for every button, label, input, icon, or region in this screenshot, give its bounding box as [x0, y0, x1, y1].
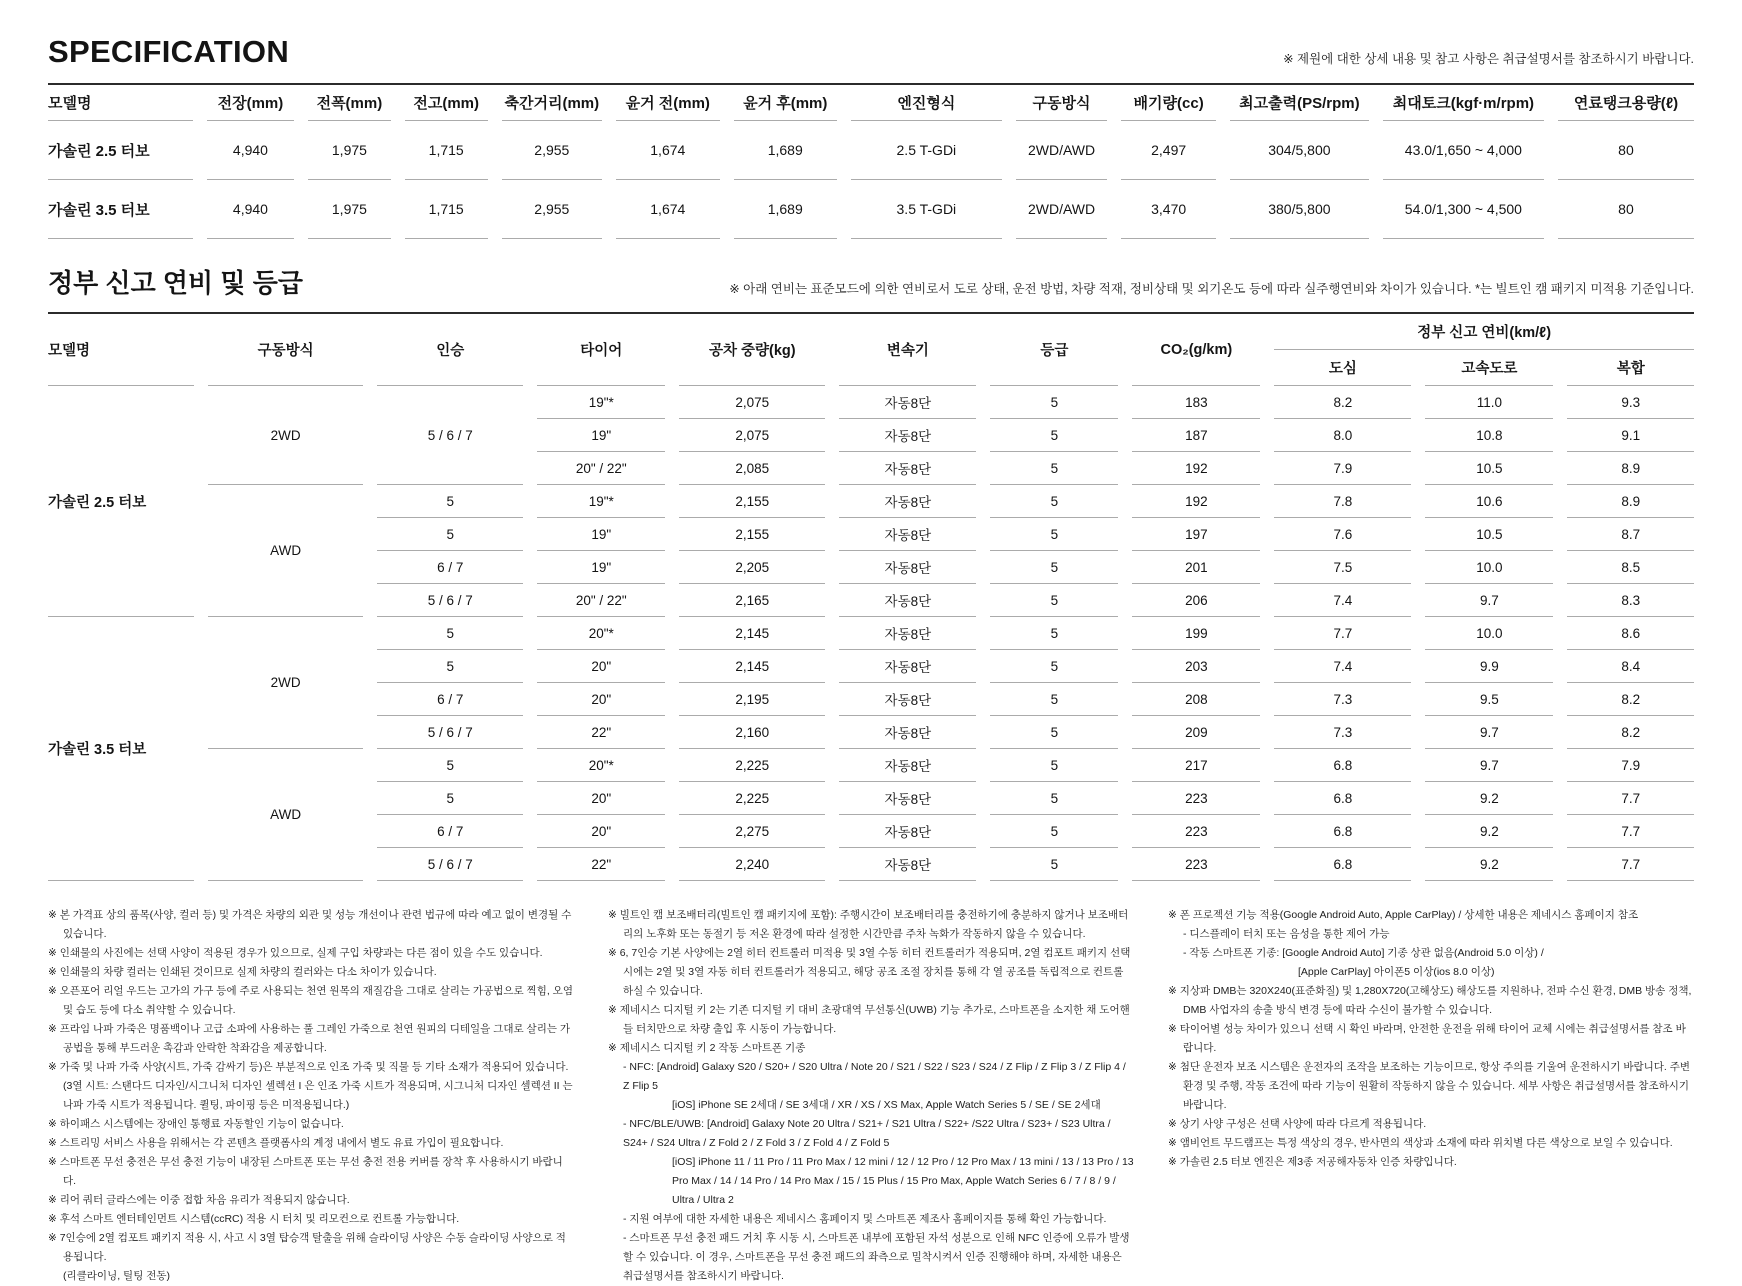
fuel-value: 6.8 — [1274, 749, 1411, 782]
fuel-value: 5 — [990, 584, 1118, 617]
fuel-section-title: 정부 신고 연비 및 등급 — [48, 268, 303, 298]
column-header: 최고출력(PS/rpm) — [1230, 85, 1369, 121]
column-header: 연료탱크용량(ℓ) — [1558, 85, 1694, 121]
fuel-value: 자동8단 — [839, 518, 976, 551]
fuel-value: 192 — [1132, 485, 1260, 518]
seating-capacity: 5 — [377, 782, 523, 815]
fuel-value: 자동8단 — [839, 584, 976, 617]
drive-type: 2WD — [208, 617, 363, 749]
spec-value: 1,975 — [308, 121, 391, 180]
fuel-value: 10.6 — [1425, 485, 1553, 518]
fuel-value: 8.9 — [1567, 485, 1694, 518]
footnote-line: [Apple CarPlay] 아이폰5 이상(ios 8.0 이상) — [1298, 966, 1495, 978]
fuel-value: 197 — [1132, 518, 1260, 551]
seating-capacity: 5 / 6 / 7 — [377, 716, 523, 749]
fuel-value: 20" — [537, 815, 665, 848]
fuel-value: 5 — [990, 782, 1118, 815]
footnote-line: ※ 제네시스 디지털 키 2 작동 스마트폰 기종 — [608, 1042, 806, 1054]
column-header: 구동방식 — [208, 314, 363, 386]
footnote-line: [iOS] iPhone SE 2세대 / SE 3세대 / XR / XS / XS Max, Apple Watch Series 5 / SE / SE 2세대 — [672, 1099, 1101, 1111]
footnote-column-3 — [1168, 906, 1694, 1286]
fuel-value: 6.8 — [1274, 815, 1411, 848]
fuel-value: 8.2 — [1567, 716, 1694, 749]
model-name: 가솔린 3.5 터보 — [48, 180, 193, 239]
drive-type: AWD — [208, 749, 363, 881]
footnote-line: ※ 제네시스 디지털 키 2는 기존 디지털 키 대비 초광대역 무선통신(UWB) 기능 추가로, 스마트폰을 소지한 채 도어핸들 터치만으로 차량 출입 후 시동이 가능합니다. — [608, 1004, 1130, 1035]
footnote-column-2 — [608, 906, 1134, 1286]
fuel-value: 자동8단 — [839, 782, 976, 815]
column-subheader: 고속도로 — [1425, 350, 1553, 386]
fuel-value: 9.2 — [1425, 782, 1553, 815]
fuel-value: 자동8단 — [839, 485, 976, 518]
footnote-line: - NFC: [Android] Galaxy S20 / S20+ / S20 Ultra / Note 20 / S21 / S22 / S23 / S24 / Z Flip / Z Flip 3 / Z Flip 4 / Z Flip 5 — [623, 1061, 1126, 1092]
column-header: 배기량(cc) — [1121, 85, 1216, 121]
column-header: 전폭(mm) — [308, 85, 391, 121]
fuel-value: 9.7 — [1425, 749, 1553, 782]
fuel-value: 19" — [537, 551, 665, 584]
footnote-line: - 지원 여부에 대한 자세한 내용은 제네시스 홈페이지 및 스마트폰 제조사 홈페이지를 통해 확인 가능합니다. — [623, 1213, 1107, 1225]
footnote-line: ※ 본 가격표 상의 품목(사양, 컬러 등) 및 가격은 차량의 외관 및 성능 개선이나 관련 법규에 따라 예고 없이 변경될 수 있습니다. — [48, 909, 572, 940]
fuel-value: 10.5 — [1425, 518, 1553, 551]
spec-value: 1,715 — [405, 180, 488, 239]
fuel-value: 208 — [1132, 683, 1260, 716]
seating-capacity: 5 — [377, 650, 523, 683]
footnote-line: (리클라이닝, 틸팅 전동) — [63, 1270, 171, 1282]
spec-value: 2,497 — [1121, 121, 1216, 180]
footnote-line: ※ 빌트인 캠 보조배터리(빌트인 캠 패키지에 포함): 주행시간이 보조배터리를 충전하기에 충분하지 않거나 보조배터리의 노후화 또는 동절기 등 저온 환경에 따라 설정한 시간만큼 주차 녹화가 작동하지 않을 수 있습니다. — [608, 909, 1129, 940]
spec-value: 3,470 — [1121, 180, 1216, 239]
fuel-value: 7.9 — [1567, 749, 1694, 782]
spec-value: 2WD/AWD — [1016, 180, 1108, 239]
fuel-value: 5 — [990, 518, 1118, 551]
fuel-value: 8.4 — [1567, 650, 1694, 683]
fuel-value: 5 — [990, 749, 1118, 782]
footnote-line: ※ 스트리밍 서비스 사용을 위해서는 각 콘텐츠 플랫폼사의 계정 내에서 별도 유료 가입이 필요합니다. — [48, 1137, 504, 1149]
fuel-value: 19" — [537, 518, 665, 551]
model-name: 가솔린 2.5 터보 — [48, 386, 194, 617]
footnote-line: ※ 6, 7인승 기본 사양에는 2열 히터 컨트롤러 미적용 및 3열 수동 히터 컨트롤러가 적용되며, 2열 컴포트 패키지 선택 시에는 2열 및 3열 자동 히터 컨트롤러가 적용되고, 해당 공조 조절 장치를 통해 각 열 공조를 독립적으로 컨트롤 하실 수 있습니다. — [608, 947, 1131, 997]
seating-capacity: 5 / 6 / 7 — [377, 584, 523, 617]
spec-titlebar — [48, 34, 1694, 70]
column-header: 인승 — [377, 314, 523, 386]
fuel-value: 7.4 — [1274, 584, 1411, 617]
fuel-value: 8.0 — [1274, 419, 1411, 452]
fuel-value: 2,145 — [679, 650, 825, 683]
spec-value: 380/5,800 — [1230, 180, 1369, 239]
column-header: 공차 중량(kg) — [679, 314, 825, 386]
fuel-value: 7.7 — [1567, 815, 1694, 848]
footnote-line: ※ 가솔린 2.5 터보 엔진은 제3종 저공해자동차 인증 차량입니다. — [1168, 1156, 1457, 1168]
fuel-value: 5 — [990, 419, 1118, 452]
fuel-value: 183 — [1132, 386, 1260, 419]
seating-capacity: 6 / 7 — [377, 683, 523, 716]
fuel-value: 2,165 — [679, 584, 825, 617]
fuel-value: 10.5 — [1425, 452, 1553, 485]
fuel-value: 5 — [990, 386, 1118, 419]
fuel-value: 7.7 — [1567, 848, 1694, 881]
spec-value: 54.0/1,300 ~ 4,500 — [1383, 180, 1544, 239]
fuel-value: 2,240 — [679, 848, 825, 881]
fuel-value: 자동8단 — [839, 617, 976, 650]
spec-value: 1,674 — [616, 121, 719, 180]
spec-value: 4,940 — [207, 121, 294, 180]
fuel-value: 5 — [990, 650, 1118, 683]
fuel-value: 7.4 — [1274, 650, 1411, 683]
fuel-value: 7.9 — [1274, 452, 1411, 485]
drive-type: AWD — [208, 485, 363, 617]
column-header: 모델명 — [48, 314, 194, 386]
fuel-table — [34, 314, 1708, 881]
column-header: 전장(mm) — [207, 85, 294, 121]
fuel-value: 2,225 — [679, 782, 825, 815]
fuel-value: 2,195 — [679, 683, 825, 716]
footnote-line: ※ 가죽 및 나파 가죽 사양(시트, 가죽 감싸기 등)은 부분적으로 인조 가죽 및 직물 등 기타 소재가 적용되어 있습니다. — [48, 1061, 569, 1073]
spec-value: 2.5 T-GDi — [851, 121, 1002, 180]
fuel-value: 20" — [537, 650, 665, 683]
fuel-value: 5 — [990, 716, 1118, 749]
fuel-value: 자동8단 — [839, 683, 976, 716]
spec-value: 2,955 — [502, 180, 603, 239]
fuel-value: 7.5 — [1274, 551, 1411, 584]
fuel-value: 6.8 — [1274, 782, 1411, 815]
spec-value: 1,674 — [616, 180, 719, 239]
footnote-line: ※ 7인승에 2열 컴포트 패키지 적용 시, 사고 시 3열 탑승객 탈출을 위해 슬라이딩 사양은 수동 슬라이딩 사양으로 적용됩니다. — [48, 1232, 566, 1263]
seating-capacity: 6 / 7 — [377, 815, 523, 848]
spec-value: 304/5,800 — [1230, 121, 1369, 180]
fuel-value: 187 — [1132, 419, 1260, 452]
footnote-line: ※ 프라임 나파 가죽은 명품백이나 고급 소파에 사용하는 풀 그레인 가죽으로 천연 원피의 디테일을 그대로 살리는 가공법을 통해 부드러운 촉감과 안락한 착좌감을 제공합니다. — [48, 1023, 571, 1054]
fuel-value: 201 — [1132, 551, 1260, 584]
footnote-line: - 작동 스마트폰 기종: [Google Android Auto] 기종 상관 없음(Android 5.0 이상) / — [1183, 947, 1544, 959]
footnote-line: ※ 폰 프로젝션 기능 적용(Google Android Auto, Apple CarPlay) / 상세한 내용은 제네시스 홈페이지 참조 — [1168, 909, 1639, 921]
seating-capacity: 5 — [377, 749, 523, 782]
fuel-header-row — [48, 314, 1694, 350]
fuel-value: 10.0 — [1425, 551, 1553, 584]
footnote-line: - NFC/BLE/UWB: [Android] Galaxy Note 20 Ultra / S21+ / S21 Ultra / S22+ /S22 Ultra / S23+ / S23 Ultra / S24+ / S24 Ultra / Z Fold 2 / Z Fold 3 / Z Fold 4 / Z Fold 5 — [623, 1118, 1111, 1149]
fuel-value: 9.2 — [1425, 815, 1553, 848]
column-header: 축간거리(mm) — [502, 85, 603, 121]
fuel-value: 8.2 — [1567, 683, 1694, 716]
fuel-value: 2,225 — [679, 749, 825, 782]
seating-capacity: 5 / 6 / 7 — [377, 848, 523, 881]
fuel-value: 9.5 — [1425, 683, 1553, 716]
fuel-value: 9.2 — [1425, 848, 1553, 881]
fuel-value: 7.3 — [1274, 716, 1411, 749]
fuel-value: 7.8 — [1274, 485, 1411, 518]
column-header: 타이어 — [537, 314, 665, 386]
fuel-value: 5 — [990, 848, 1118, 881]
footnote-line: ※ 인쇄물의 사진에는 선택 사양이 적용된 경우가 있으므로, 실제 구입 차량과는 다른 점이 있을 수도 있습니다. — [48, 947, 543, 959]
fuel-value: 22" — [537, 716, 665, 749]
spec-row — [48, 121, 1694, 180]
model-name: 가솔린 3.5 터보 — [48, 617, 194, 881]
fuel-value: 자동8단 — [839, 650, 976, 683]
fuel-value: 203 — [1132, 650, 1260, 683]
page-title: SPECIFICATION — [48, 34, 290, 69]
fuel-value: 5 — [990, 617, 1118, 650]
spec-header-row — [48, 85, 1694, 121]
fuel-value: 6.8 — [1274, 848, 1411, 881]
column-header: 윤거 후(mm) — [734, 85, 837, 121]
fuel-value: 2,075 — [679, 386, 825, 419]
fuel-value: 자동8단 — [839, 848, 976, 881]
column-header: 구동방식 — [1016, 85, 1108, 121]
fuel-value: 2,075 — [679, 419, 825, 452]
fuel-value: 10.8 — [1425, 419, 1553, 452]
footnote-line: ※ 하이패스 시스템에는 장애인 통행료 자동할인 기능이 없습니다. — [48, 1118, 344, 1130]
fuel-value: 192 — [1132, 452, 1260, 485]
spec-value: 2,955 — [502, 121, 603, 180]
spec-value: 80 — [1558, 121, 1694, 180]
fuel-value: 자동8단 — [839, 551, 976, 584]
fuel-value: 9.9 — [1425, 650, 1553, 683]
fuel-value: 자동8단 — [839, 749, 976, 782]
footnotes — [48, 906, 1694, 1286]
fuel-section-head — [48, 263, 1694, 300]
footnote-line: ※ 앰비언트 무드램프는 특정 색상의 경우, 반사면의 색상과 소재에 따라 위치별 다른 색상으로 보일 수 있습니다. — [1168, 1137, 1673, 1149]
fuel-value: 209 — [1132, 716, 1260, 749]
spec-value: 1,689 — [734, 180, 837, 239]
footnote-line: ※ 리어 쿼터 글라스에는 이중 접합 차음 유리가 적용되지 않습니다. — [48, 1194, 350, 1206]
fuel-value: 2,275 — [679, 815, 825, 848]
column-header: 최대토크(kgf·m/rpm) — [1383, 85, 1544, 121]
fuel-value: 자동8단 — [839, 716, 976, 749]
footnote-line: ※ 스마트폰 무선 충전은 무선 충전 기능이 내장된 스마트폰 또는 무선 충전 전용 커버를 장착 후 사용하시기 바랍니다. — [48, 1156, 563, 1187]
fuel-row — [48, 485, 1694, 518]
column-subheader: 도심 — [1274, 350, 1411, 386]
spec-value: 3.5 T-GDi — [851, 180, 1002, 239]
spec-note: ※ 제원에 대한 상세 내용 및 참고 사항은 취급설명서를 참조하시기 바랍니다. — [1283, 52, 1694, 66]
fuel-value: 8.2 — [1274, 386, 1411, 419]
fuel-value: 199 — [1132, 617, 1260, 650]
fuel-value: 206 — [1132, 584, 1260, 617]
fuel-value: 2,155 — [679, 485, 825, 518]
seating-capacity: 5 — [377, 485, 523, 518]
column-header: 윤거 전(mm) — [616, 85, 719, 121]
footnote-line: ※ 후석 스마트 엔터테인먼트 시스템(ccRC) 적용 시 터치 및 리모컨으로 컨트롤 가능합니다. — [48, 1213, 460, 1225]
fuel-value: 20"* — [537, 749, 665, 782]
fuel-value: 20"* — [537, 617, 665, 650]
fuel-row — [48, 749, 1694, 782]
fuel-value: 20" — [537, 782, 665, 815]
fuel-value: 217 — [1132, 749, 1260, 782]
fuel-value: 7.6 — [1274, 518, 1411, 551]
fuel-value: 5 — [990, 551, 1118, 584]
spec-value: 1,975 — [308, 180, 391, 239]
column-header: CO₂(g/km) — [1132, 314, 1260, 386]
column-header: 엔진형식 — [851, 85, 1002, 121]
footnote-line: ※ 상기 사양 구성은 선택 사양에 따라 다르게 적용됩니다. — [1168, 1118, 1427, 1130]
seating-capacity: 5 — [377, 518, 523, 551]
fuel-value: 7.7 — [1567, 782, 1694, 815]
fuel-value: 7.3 — [1274, 683, 1411, 716]
spec-value: 1,689 — [734, 121, 837, 180]
fuel-economy-header: 정부 신고 연비(km/ℓ) — [1274, 314, 1694, 350]
fuel-note: ※ 아래 연비는 표준모드에 의한 연비로서 도로 상태, 운전 방법, 차량 적재, 정비상태 및 외기온도 등에 따라 실주행연비와 차이가 있습니다. *는 빌트인 캠 패키지 미적용 기준입니다. — [729, 282, 1694, 296]
fuel-value: 19"* — [537, 485, 665, 518]
spec-value: 1,715 — [405, 121, 488, 180]
footnote-line: (3열 시트: 스탠다드 디자인/시그니처 디자인 셀렉션 I 은 인조 가죽 시트가 적용되며, 시그니처 디자인 셀렉션 II 는 나파 가죽 시트가 적용됩니다. 퀼팅, 파이핑 등은 미적용됩니다.) — [63, 1080, 573, 1111]
footnote-line: ※ 인쇄물의 차량 컬러는 인쇄된 것이므로 실제 차량의 컬러와는 다소 차이가 있습니다. — [48, 966, 437, 978]
spec-row — [48, 180, 1694, 239]
fuel-value: 9.3 — [1567, 386, 1694, 419]
fuel-value: 2,085 — [679, 452, 825, 485]
column-header: 전고(mm) — [405, 85, 488, 121]
fuel-value: 223 — [1132, 815, 1260, 848]
fuel-value: 8.5 — [1567, 551, 1694, 584]
fuel-value: 5 — [990, 815, 1118, 848]
fuel-value: 8.6 — [1567, 617, 1694, 650]
fuel-row — [48, 386, 1694, 419]
spec-table — [34, 85, 1708, 239]
footnote-line: ※ 첨단 운전자 보조 시스템은 운전자의 조작을 보조하는 기능이므로, 항상 주의를 기울여 운전하시기 바랍니다. 주변 환경 및 주행, 작동 조건에 따라 기능이 원활히 작동하지 않을 수 있습니다. 세부 사항은 취급설명서를 참조하시기 바랍니다. — [1168, 1061, 1691, 1111]
fuel-value: 자동8단 — [839, 452, 976, 485]
footnote-line: ※ 지상파 DMB는 320X240(표준화질) 및 1,280X720(고해상도) 해상도를 지원하나, 전파 수신 환경, DMB 방송 정책, DMB 사업자의 송출 방식 변경 등에 따라 수신이 불가할 수 있습니다. — [1168, 985, 1692, 1016]
fuel-value: 223 — [1132, 782, 1260, 815]
fuel-value: 8.9 — [1567, 452, 1694, 485]
fuel-value: 8.7 — [1567, 518, 1694, 551]
fuel-value: 5 — [990, 683, 1118, 716]
fuel-value: 자동8단 — [839, 815, 976, 848]
fuel-value: 자동8단 — [839, 419, 976, 452]
fuel-value: 2,155 — [679, 518, 825, 551]
fuel-value: 5 — [990, 485, 1118, 518]
footnote-line: - 스마트폰 무선 충전 패드 거치 후 시동 시, 스마트폰 내부에 포함된 자석 성분으로 인해 NFC 인증에 오류가 발생할 수 있습니다. 이 경우, 스마트폰을 무선 충전 패드의 좌측으로 밀착시켜서 인증 진행해야 하며, 자세한 내용은 취급설명서를 참조하시기 바랍니다. — [623, 1232, 1130, 1282]
column-header: 등급 — [990, 314, 1118, 386]
fuel-value: 20" / 22" — [537, 584, 665, 617]
seating-capacity: 6 / 7 — [377, 551, 523, 584]
fuel-value: 11.0 — [1425, 386, 1553, 419]
fuel-value: 9.7 — [1425, 716, 1553, 749]
fuel-value: 7.7 — [1274, 617, 1411, 650]
column-header: 변속기 — [839, 314, 976, 386]
fuel-value: 9.7 — [1425, 584, 1553, 617]
fuel-value: 9.1 — [1567, 419, 1694, 452]
fuel-value: 8.3 — [1567, 584, 1694, 617]
seating-capacity: 5 — [377, 617, 523, 650]
fuel-value: 223 — [1132, 848, 1260, 881]
fuel-value: 2,205 — [679, 551, 825, 584]
spec-value: 4,940 — [207, 180, 294, 239]
model-name: 가솔린 2.5 터보 — [48, 121, 193, 180]
column-header: 모델명 — [48, 85, 193, 121]
fuel-value: 19" — [537, 419, 665, 452]
fuel-value: 2,145 — [679, 617, 825, 650]
footnote-line: ※ 오픈포어 리얼 우드는 고가의 가구 등에 주로 사용되는 천연 원목의 재질감을 그대로 살리는 가공법으로 찍힘, 오염 및 습도 등에 다소 취약할 수 있습니다. — [48, 985, 573, 1016]
spec-value: 80 — [1558, 180, 1694, 239]
drive-type: 2WD — [208, 386, 363, 485]
fuel-value: 5 — [990, 452, 1118, 485]
footnote-line: ※ 타이어별 성능 차이가 있으니 선택 시 확인 바라며, 안전한 운전을 위해 타이어 교체 시에는 취급설명서를 참조 바랍니다. — [1168, 1023, 1686, 1054]
fuel-value: 자동8단 — [839, 386, 976, 419]
seating-capacity: 5 / 6 / 7 — [377, 386, 523, 485]
fuel-value: 20" / 22" — [537, 452, 665, 485]
footnote-line: - 디스플레이 터치 또는 음성을 통한 제어 가능 — [1183, 928, 1390, 940]
fuel-value: 10.0 — [1425, 617, 1553, 650]
fuel-value: 20" — [537, 683, 665, 716]
fuel-row — [48, 617, 1694, 650]
spec-value: 2WD/AWD — [1016, 121, 1108, 180]
fuel-value: 22" — [537, 848, 665, 881]
fuel-value: 2,160 — [679, 716, 825, 749]
column-subheader: 복합 — [1567, 350, 1694, 386]
footnote-column-1 — [48, 906, 574, 1286]
spec-value: 43.0/1,650 ~ 4,000 — [1383, 121, 1544, 180]
footnote-line: [iOS] iPhone 11 / 11 Pro / 11 Pro Max / 12 mini / 12 / 12 Pro / 12 Pro Max / 13 mini / 13 / 13 Pro / 13 Pro Max / 14 / 14 Pro / 14 Pro Max / 15 / 15 Plus / 15 Pro Max, Apple Watch Series 6 / 7 / 8 / 9 / Ultra / Ultra 2 — [672, 1156, 1134, 1206]
fuel-value: 19"* — [537, 386, 665, 419]
